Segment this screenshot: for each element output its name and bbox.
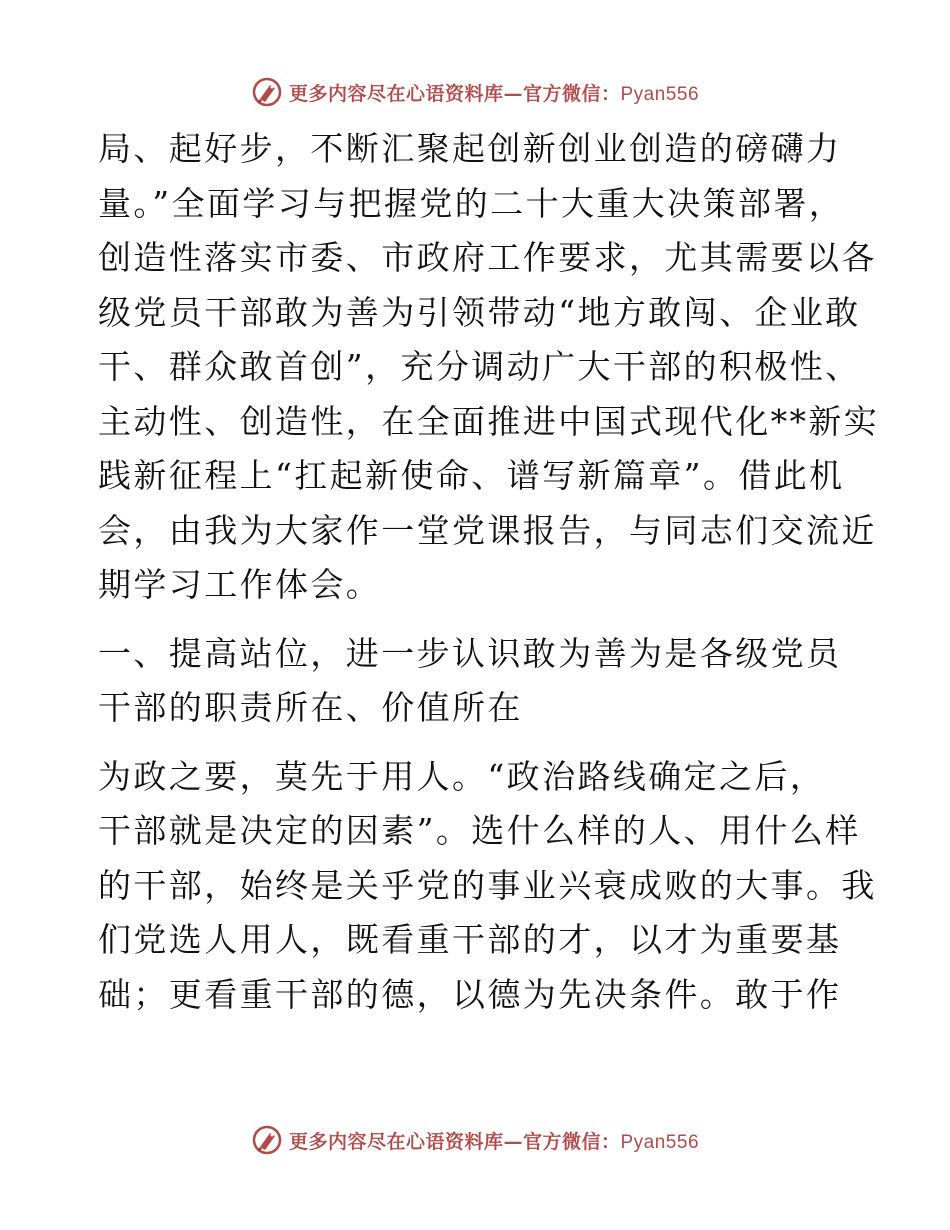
text-line: 为政之要，莫先于用人。“政治路线确定之后， [98,756,826,796]
watermark-text [289,79,699,106]
header-watermark [0,72,950,112]
watermark-text [289,1127,699,1154]
text-line: 主动性、创造性，在全面推进中国式现代化**新实 [98,401,880,441]
text-line: 创造性落实市委、市政府工作要求，尤其需要以各 [98,238,877,277]
heading-line: 干部的职责所在、价值所在 [98,688,523,727]
text-line: 干部就是决定的因素”。选什么样的人、用什么样 [98,811,861,850]
pen-nib-logo-icon [251,76,283,108]
text-line: 础；更看重干部的德，以德为先决条件。敢于作 [98,974,842,1014]
text-line: 干、群众敢首创”，充分调动广大干部的积极性、 [98,347,861,386]
text-line: 期学习工作体会。 [98,565,382,604]
watermark-dash: — [503,82,523,105]
text-line: 级党员干部敢为善为引领带动“地方敢闯、企业敢 [98,292,861,332]
watermark-label: 官方微信： [522,1130,621,1153]
text-line: 量。”全面学习与把握党的二十大重大决策部署， [98,183,845,223]
footer-watermark [0,1120,950,1160]
watermark-label: 官方微信： [522,82,621,105]
text-line: 会，由我为大家作一堂党课报告，与同志们交流近 [98,510,877,550]
heading-line: 一、提高站位，进一步认识敢为善为是各级党员 [98,633,842,673]
section-heading [98,627,858,736]
pen-nib-logo-icon [251,1124,283,1156]
text-line: 的干部，始终是关乎党的事业兴衰成败的大事。我 [98,865,877,905]
text-line: 践新征程上“扛起新使命、谱写新篇章”。借此机 [98,456,845,495]
watermark-cn-text: 更多内容尽在心语资料库 [288,1130,504,1153]
paragraph-intro [98,122,880,613]
text-line: 们党选人用人，既看重干部的才，以才为重要基 [98,920,842,959]
watermark-cn-text: 更多内容尽在心语资料库 [288,82,504,105]
text-line: 局、起好步，不断汇聚起创新创业创造的磅礴力 [98,129,842,168]
paragraph-body [98,750,877,1023]
watermark-dash: — [503,1130,523,1153]
watermark-wechat-id: Pyan556 [620,1131,700,1153]
watermark-wechat-id: Pyan556 [620,83,700,105]
document-body [98,122,880,1022]
